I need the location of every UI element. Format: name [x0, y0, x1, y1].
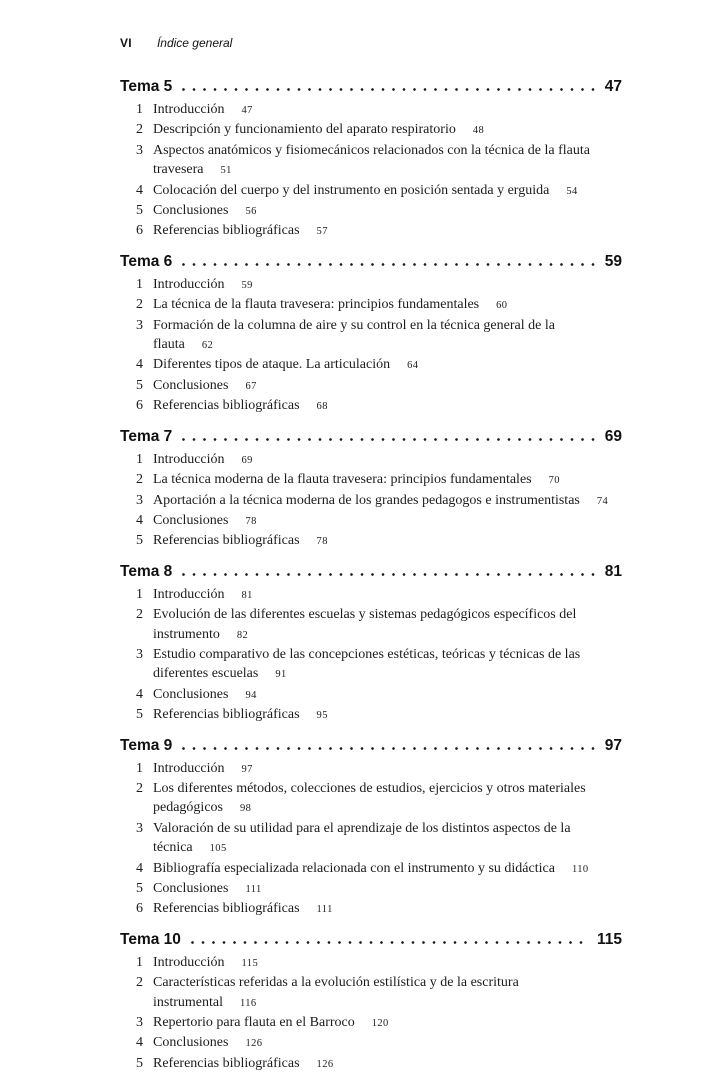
toc-item — [120, 605, 622, 645]
section-heading-row — [120, 735, 622, 756]
item-body — [153, 899, 610, 919]
item-body — [153, 953, 610, 973]
folio-page-number: VI — [120, 36, 132, 50]
toc-item — [120, 470, 622, 490]
item-number: 3 — [136, 646, 143, 662]
item-title: Referencias bibliográficas — [153, 223, 300, 239]
item-title: Características referidas a la evolución estilística y de la escritura instrumental — [153, 975, 519, 1010]
item-number: 2 — [136, 122, 143, 138]
item-title: Conclusiones — [153, 881, 229, 896]
toc-item — [120, 1013, 622, 1033]
toc-item — [120, 779, 622, 819]
toc-item — [120, 491, 622, 511]
item-number: 3 — [136, 820, 143, 836]
toc-item — [120, 1033, 622, 1053]
item-page-number: 60 — [496, 300, 508, 312]
item-title: Conclusiones — [153, 203, 229, 219]
item-body — [153, 585, 610, 605]
section-page-number: 59 — [604, 252, 622, 270]
section-items — [120, 450, 622, 552]
toc-section — [120, 251, 622, 417]
dot-leader — [182, 747, 595, 750]
item-title: Introducción — [153, 276, 225, 292]
item-page-number: 95 — [316, 710, 328, 722]
toc-item — [120, 450, 622, 470]
dot-leader — [182, 573, 595, 576]
item-body — [153, 879, 610, 899]
item-body — [153, 295, 610, 315]
item-title: Aportación a la técnica moderna de los grandes pedagogos e instrumentistas — [153, 492, 580, 508]
item-number: 4 — [136, 182, 143, 198]
item-title: Descripción y funcionamiento del aparato respiratorio — [153, 122, 456, 138]
item-body — [153, 316, 610, 356]
item-number: 4 — [136, 1035, 143, 1051]
item-title: Conclusiones — [153, 377, 229, 393]
item-page-number: 116 — [240, 997, 257, 1009]
item-page-number: 111 — [245, 884, 262, 895]
item-body — [153, 705, 610, 725]
item-page-number: 62 — [201, 340, 214, 352]
toc-item — [120, 295, 622, 315]
item-page-number: 126 — [245, 1038, 263, 1050]
item-body — [153, 511, 610, 531]
item-body — [153, 605, 610, 645]
item-body — [153, 1013, 610, 1033]
section-page-number: 115 — [596, 930, 622, 948]
toc-section — [120, 929, 622, 1074]
item-page-number: 68 — [316, 401, 328, 413]
toc-item — [120, 221, 622, 241]
toc-item — [120, 759, 622, 779]
item-title: Repertorio para flauta en el Barroco — [153, 1015, 355, 1031]
toc-item — [120, 585, 622, 605]
toc-section — [120, 76, 622, 242]
item-number: 6 — [136, 398, 143, 414]
item-page-number: 51 — [220, 165, 232, 177]
item-number: 2 — [136, 472, 143, 488]
section-title: Tema 5 — [120, 78, 173, 95]
item-page-number: 78 — [245, 515, 257, 527]
item-body — [153, 120, 610, 140]
item-body — [153, 141, 610, 181]
item-number: 3 — [136, 142, 143, 158]
section-page-number: 47 — [604, 78, 622, 95]
item-page-number: 115 — [241, 957, 259, 969]
item-title: Referencias bibliográficas — [153, 1055, 300, 1071]
item-title: Conclusiones — [153, 512, 229, 528]
table-of-contents — [120, 76, 723, 1074]
item-number: 5 — [136, 1055, 143, 1071]
section-title: Tema 10 — [120, 930, 181, 948]
section-heading-row — [120, 929, 622, 950]
toc-section — [120, 561, 622, 726]
item-title: Referencias bibliográficas — [153, 901, 300, 917]
item-title: Referencias bibliográficas — [153, 533, 300, 549]
item-title: Conclusiones — [153, 686, 229, 702]
toc-item — [120, 141, 622, 181]
item-number: 2 — [136, 607, 143, 623]
item-number: 6 — [136, 901, 143, 917]
item-title: La técnica de la flauta travesera: principios fundamentales — [153, 297, 480, 313]
section-heading-row — [120, 76, 622, 97]
item-number: 3 — [136, 317, 143, 333]
toc-item — [120, 511, 622, 531]
item-body — [153, 973, 610, 1013]
item-body — [153, 1054, 610, 1074]
toc-item — [120, 355, 622, 375]
item-title: Introducción — [153, 586, 225, 602]
item-number: 4 — [136, 512, 143, 528]
item-number: 6 — [136, 223, 143, 239]
toc-item — [120, 181, 622, 201]
toc-section — [120, 426, 622, 552]
toc-item — [120, 100, 622, 120]
toc-item — [120, 899, 622, 919]
item-number: 4 — [136, 686, 143, 702]
item-body — [153, 685, 610, 705]
item-body — [153, 859, 610, 879]
item-page-number: 57 — [316, 226, 328, 238]
item-body — [153, 100, 610, 120]
item-number: 1 — [136, 102, 143, 117]
item-number: 4 — [136, 860, 143, 876]
section-heading-row — [120, 251, 622, 272]
toc-item — [120, 705, 622, 725]
section-title: Tema 6 — [120, 252, 173, 270]
item-page-number: 98 — [239, 803, 252, 815]
item-number: 5 — [136, 533, 143, 549]
item-page-number: 81 — [241, 589, 253, 601]
toc-item — [120, 859, 622, 879]
item-title: Evolución de las diferentes escuelas y sistemas pedagógicos específicos del instrumento — [153, 607, 577, 642]
item-title: Referencias bibliográficas — [153, 398, 300, 414]
dot-leader — [182, 438, 595, 441]
toc-item — [120, 819, 622, 859]
item-body — [153, 470, 610, 490]
item-title: Diferentes tipos de ataque. La articulación — [153, 357, 391, 373]
toc-item — [120, 879, 622, 899]
item-title: Referencias bibliográficas — [153, 707, 300, 723]
item-number: 1 — [136, 276, 143, 292]
item-page-number: 82 — [236, 629, 249, 641]
section-page-number: 69 — [604, 427, 622, 445]
dot-leader — [191, 941, 588, 944]
item-number: 1 — [136, 586, 143, 602]
section-heading-row — [120, 426, 622, 447]
section-title: Tema 7 — [120, 427, 173, 445]
item-page-number: 70 — [548, 475, 560, 487]
item-title: Aspectos anatómicos y fisiomecánicos relacionados con la técnica de la flauta travesera — [153, 142, 590, 178]
item-number: 5 — [136, 203, 143, 219]
item-page-number: 105 — [209, 843, 227, 855]
item-number: 1 — [136, 954, 143, 970]
item-title: Colocación del cuerpo y del instrumento en posición sentada y erguida — [153, 182, 550, 198]
toc-item — [120, 275, 622, 295]
item-title: Introducción — [153, 451, 225, 467]
item-page-number: 97 — [241, 763, 253, 775]
item-page-number: 74 — [596, 495, 609, 507]
item-page-number: 111 — [316, 904, 333, 916]
item-number: 1 — [136, 451, 143, 467]
toc-item — [120, 120, 622, 140]
item-page-number: 54 — [566, 185, 578, 197]
toc-item — [120, 1054, 622, 1074]
item-title: Formación de la columna de aire y su control en la técnica general de la flauta — [153, 317, 555, 353]
toc-item — [120, 531, 622, 551]
item-title: Los diferentes métodos, colecciones de estudios, ejercicios y otros materiales pedagógicos — [153, 780, 586, 816]
toc-item — [120, 201, 622, 221]
item-number: 5 — [136, 377, 143, 393]
item-title: Introducción — [153, 760, 225, 776]
item-page-number: 67 — [245, 380, 257, 392]
item-body — [153, 531, 610, 551]
item-title: Bibliografía especializada relacionada con el instrumento y su didáctica — [153, 860, 555, 876]
section-heading-row — [120, 561, 622, 582]
item-page-number: 126 — [316, 1058, 334, 1070]
item-body — [153, 1033, 610, 1053]
item-body — [153, 376, 610, 396]
section-title: Tema 8 — [120, 562, 173, 580]
toc-item — [120, 973, 622, 1013]
toc-item — [120, 376, 622, 396]
item-page-number: 91 — [275, 669, 287, 681]
item-title: Introducción — [153, 954, 225, 970]
item-title: Conclusiones — [153, 1035, 229, 1051]
item-body — [153, 396, 610, 416]
dot-leader — [182, 263, 595, 266]
section-page-number: 97 — [604, 736, 622, 754]
section-title: Tema 9 — [120, 736, 173, 754]
item-body — [153, 759, 610, 779]
item-page-number: 47 — [241, 105, 253, 116]
toc-item — [120, 685, 622, 705]
item-number: 3 — [136, 1015, 143, 1031]
running-title: Índice general — [156, 36, 233, 50]
item-page-number: 78 — [316, 536, 328, 548]
item-page-number: 56 — [245, 206, 257, 218]
item-page-number: 64 — [407, 360, 419, 372]
item-number: 2 — [136, 297, 143, 313]
toc-item — [120, 396, 622, 416]
item-title: Valoración de su utilidad para el aprendizaje de los distintos aspectos de la técnica — [153, 820, 571, 856]
item-body — [153, 491, 610, 511]
item-number: 2 — [136, 780, 143, 796]
item-body — [153, 201, 610, 221]
item-page-number: 48 — [472, 125, 485, 137]
item-number: 2 — [136, 975, 143, 991]
item-body — [153, 221, 610, 241]
item-page-number: 110 — [571, 863, 589, 875]
toc-item — [120, 953, 622, 973]
item-page-number: 69 — [241, 454, 253, 466]
section-items — [120, 275, 622, 417]
section-items — [120, 100, 622, 242]
item-body — [153, 355, 610, 375]
item-body — [153, 645, 610, 685]
item-page-number: 94 — [245, 689, 257, 701]
item-number: 3 — [136, 492, 143, 508]
item-body — [153, 181, 610, 201]
item-number: 5 — [136, 707, 143, 723]
section-page-number: 81 — [604, 562, 622, 580]
toc-item — [120, 645, 622, 685]
running-header — [120, 36, 723, 50]
item-number: 1 — [136, 760, 143, 776]
item-body — [153, 450, 610, 470]
item-body — [153, 275, 610, 295]
dot-leader — [182, 88, 595, 91]
item-number: 5 — [136, 881, 143, 896]
toc-section — [120, 735, 622, 920]
item-title: Estudio comparativo de las concepciones estéticas, teóricas y técnicas de las diferentes escuelas — [153, 646, 581, 682]
section-items — [120, 585, 622, 726]
item-title: La técnica moderna de la flauta travesera: principios fundamentales — [153, 472, 532, 488]
item-body — [153, 819, 610, 859]
section-items — [120, 759, 622, 920]
toc-item — [120, 316, 622, 356]
item-page-number: 59 — [241, 279, 253, 291]
item-number: 4 — [136, 357, 143, 373]
section-items — [120, 953, 622, 1074]
item-title: Introducción — [153, 102, 225, 117]
item-page-number: 120 — [371, 1018, 389, 1030]
item-body — [153, 779, 610, 819]
